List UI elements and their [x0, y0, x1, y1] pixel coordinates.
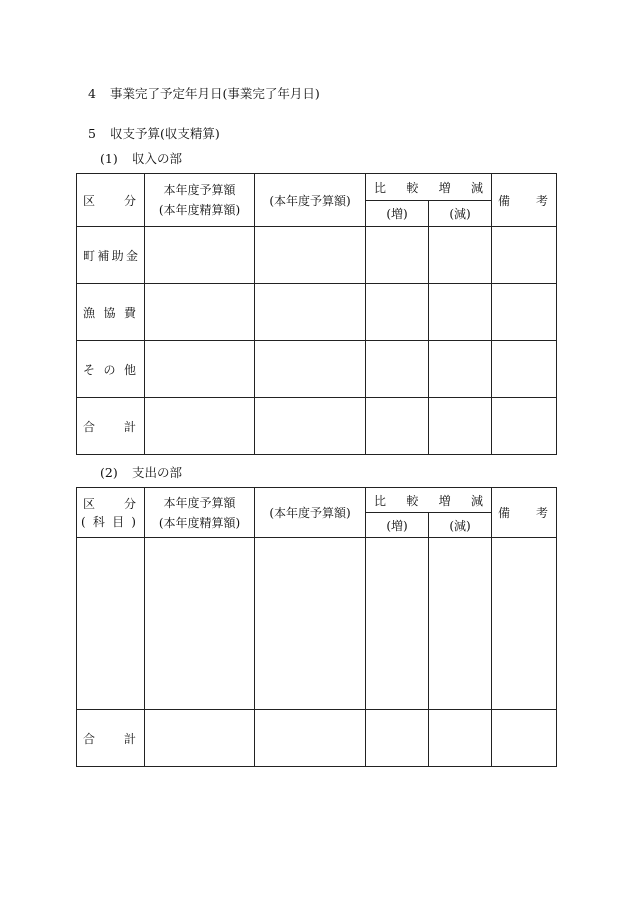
section-5-heading	[88, 124, 220, 142]
remarks-cell[interactable]	[492, 398, 557, 455]
decrease-cell[interactable]	[429, 341, 492, 398]
row-label-char: 漁	[83, 305, 96, 320]
remarks-cell[interactable]	[492, 227, 557, 284]
remarks-header-char: 備	[498, 193, 511, 208]
increase-cell[interactable]	[366, 710, 429, 767]
total-label-char: 計	[123, 419, 136, 434]
prev-budget-header: (本年度予算額)	[255, 488, 366, 538]
expense-subheading	[100, 463, 182, 481]
income-sub-text: 収入の部	[131, 151, 182, 166]
prev-budget-header: (本年度予算額)	[255, 174, 366, 227]
row-label-char: 補	[97, 248, 110, 263]
remarks-cell[interactable]	[492, 341, 557, 398]
remarks-header-char: 考	[535, 506, 548, 520]
table-row	[77, 341, 557, 398]
remarks-cell[interactable]	[492, 538, 557, 710]
income-table	[76, 173, 557, 455]
table-row	[77, 284, 557, 341]
decrease-cell[interactable]	[429, 284, 492, 341]
total-label-char: 合	[83, 731, 96, 746]
total-row	[77, 398, 557, 455]
income-subheading	[100, 149, 182, 167]
decrease-header: (減)	[429, 513, 492, 538]
budget-cell[interactable]	[145, 398, 255, 455]
remarks-cell[interactable]	[492, 710, 557, 767]
table-row	[77, 538, 557, 710]
category-header	[77, 174, 145, 227]
subject-char: (	[81, 514, 86, 529]
increase-cell[interactable]	[366, 227, 429, 284]
section-4-number: 4	[88, 86, 96, 101]
budget-cell[interactable]	[145, 538, 255, 710]
decrease-cell[interactable]	[429, 398, 492, 455]
table-row	[77, 227, 557, 284]
subject-cell[interactable]	[77, 538, 145, 710]
increase-header: (増)	[366, 201, 429, 227]
row-label-char: の	[103, 362, 116, 377]
row-label-char: 助	[111, 248, 124, 263]
compare-char: 増	[438, 493, 451, 508]
remarks-header	[492, 174, 557, 227]
compare-char: 較	[406, 493, 419, 508]
category-header	[77, 488, 145, 538]
budget-cell[interactable]	[145, 227, 255, 284]
compare-char: 増	[438, 180, 451, 195]
budget-cell[interactable]	[145, 284, 255, 341]
budget-header	[145, 488, 255, 538]
compare-char: 較	[406, 180, 419, 195]
decrease-header: (減)	[429, 201, 492, 227]
row-label-char: 町	[83, 248, 96, 263]
section-5-text: 収支予算(収支精算)	[109, 126, 220, 141]
section-4-text: 事業完了予定年月日(事業完了年月日)	[109, 86, 320, 101]
compare-char: 減	[470, 493, 483, 508]
increase-header: (増)	[366, 513, 429, 538]
total-label	[77, 398, 145, 455]
budget-header-line1: 本年度予算額	[163, 183, 236, 197]
row-label	[77, 341, 145, 398]
category-header-char: 分	[123, 496, 136, 511]
prev-budget-cell[interactable]	[255, 227, 366, 284]
increase-cell[interactable]	[366, 398, 429, 455]
budget-header-line2: (本年度精算額)	[158, 203, 241, 217]
section-5-number: 5	[88, 126, 96, 141]
compare-header	[366, 488, 492, 513]
decrease-cell[interactable]	[429, 710, 492, 767]
budget-cell[interactable]	[145, 710, 255, 767]
row-label	[77, 284, 145, 341]
prev-budget-cell[interactable]	[255, 538, 366, 710]
remarks-header-char: 備	[498, 506, 511, 520]
compare-header	[366, 174, 492, 201]
total-row	[77, 710, 557, 767]
expense-table	[76, 487, 557, 767]
total-label-char: 計	[123, 731, 136, 746]
increase-cell[interactable]	[366, 284, 429, 341]
section-4-heading	[88, 84, 320, 102]
prev-budget-cell[interactable]	[255, 398, 366, 455]
budget-cell[interactable]	[145, 341, 255, 398]
compare-char: 比	[374, 493, 387, 508]
category-header-char: 区	[83, 193, 96, 208]
total-label	[77, 710, 145, 767]
remarks-header-char: 考	[535, 193, 548, 208]
remarks-cell[interactable]	[492, 284, 557, 341]
budget-header-line2: (本年度精算額)	[158, 515, 241, 530]
category-header-char: 分	[123, 193, 136, 208]
row-label-char: 協	[103, 305, 116, 320]
row-label-char: 費	[123, 305, 136, 320]
expense-sub-number: (2)	[100, 465, 118, 480]
subject-char: 科	[92, 514, 105, 529]
decrease-cell[interactable]	[429, 538, 492, 710]
total-label-char: 合	[83, 419, 96, 434]
expense-sub-text: 支出の部	[131, 465, 182, 480]
budget-header	[145, 174, 255, 227]
prev-budget-cell[interactable]	[255, 284, 366, 341]
income-sub-number: (1)	[100, 151, 118, 166]
row-label-char: 金	[125, 248, 138, 263]
prev-budget-cell[interactable]	[255, 341, 366, 398]
increase-cell[interactable]	[366, 538, 429, 710]
decrease-cell[interactable]	[429, 227, 492, 284]
row-label-char: 他	[123, 362, 136, 377]
row-label-char: そ	[83, 362, 96, 377]
budget-header-line1: 本年度予算額	[163, 495, 236, 510]
remarks-header	[492, 488, 557, 538]
subject-char: 目	[112, 514, 125, 529]
compare-char: 比	[374, 180, 387, 195]
row-label	[77, 227, 145, 284]
compare-char: 減	[470, 180, 483, 195]
prev-budget-cell[interactable]	[255, 710, 366, 767]
subject-char: )	[131, 514, 136, 529]
increase-cell[interactable]	[366, 341, 429, 398]
category-header-char: 区	[83, 496, 96, 511]
